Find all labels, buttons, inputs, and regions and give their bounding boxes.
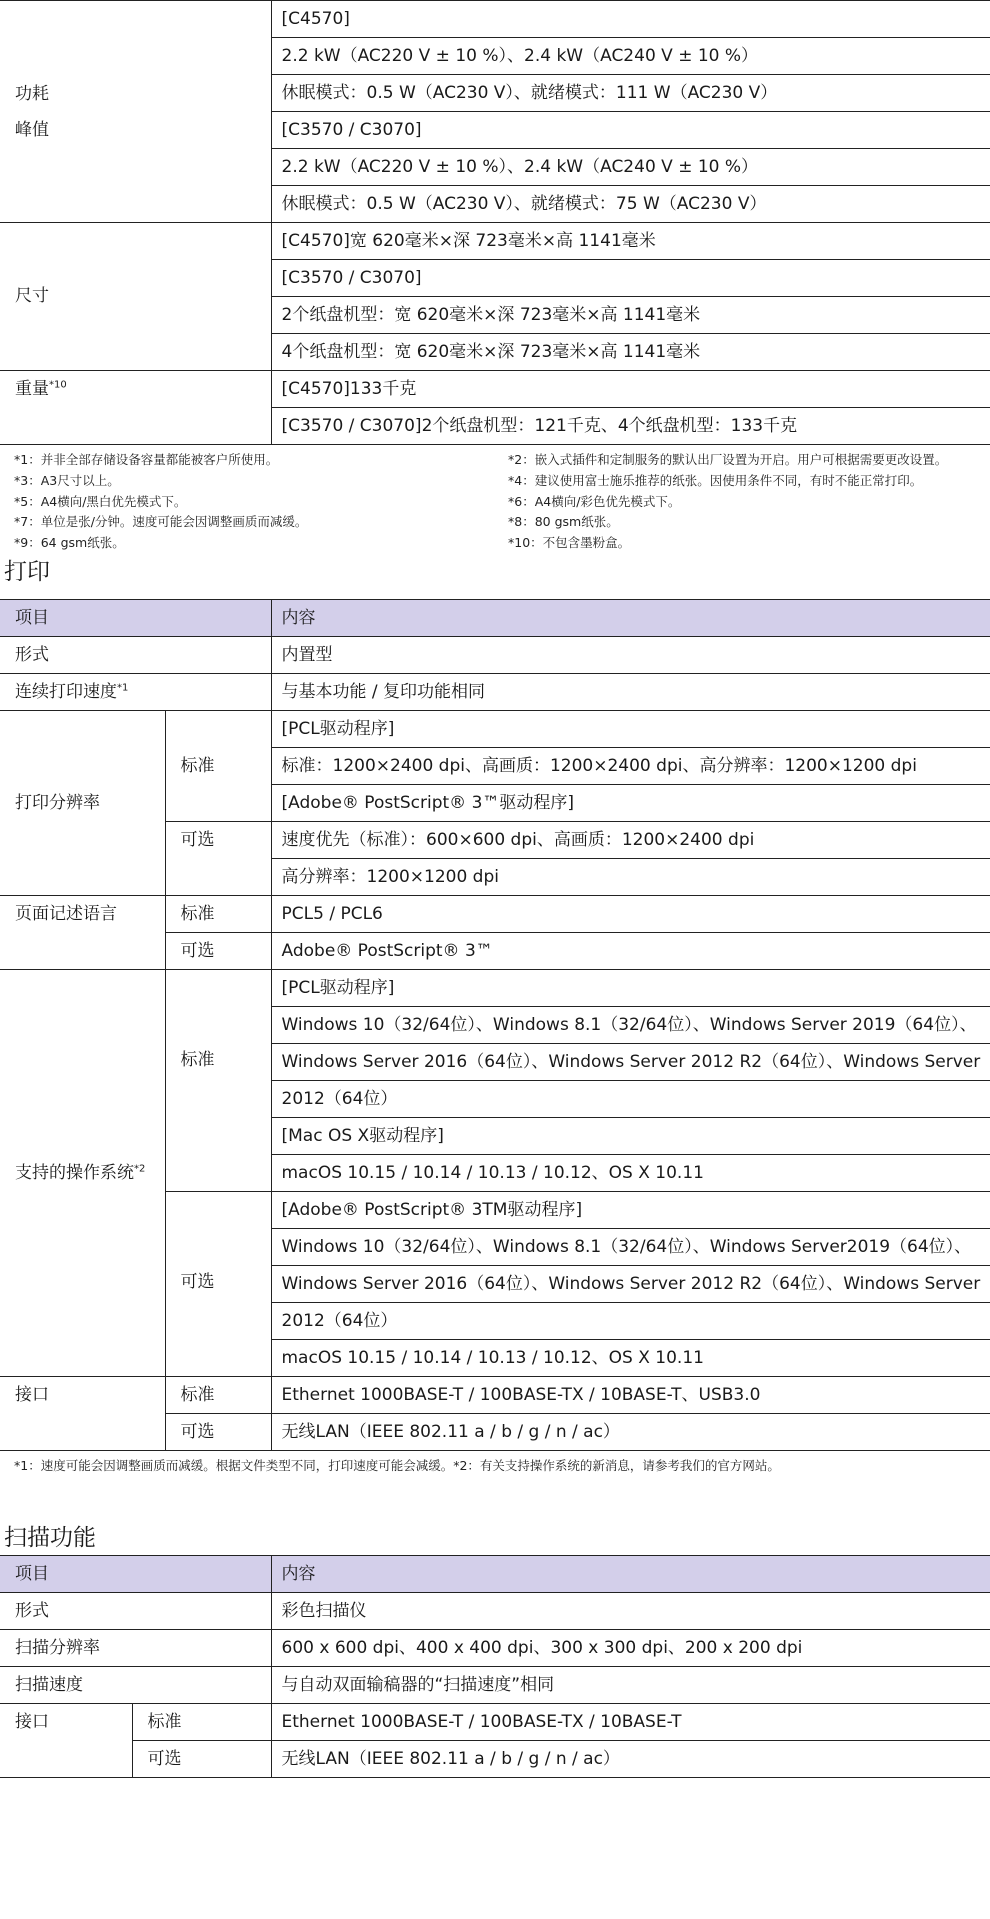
size-row: [C3570 / C3070] [271,260,990,297]
general-footnotes [0,445,990,555]
print-os-footnote-ref: *2 [134,1163,146,1175]
print-os-std-row: [Mac OS X驱动程序] [271,1118,990,1155]
print-pdl-opt: Adobe® PostScript® 3™ [271,933,990,970]
power-label [0,1,271,223]
print-os-label-text: 支持的操作系统 [15,1162,134,1183]
weight-row: [C4570]133千克 [271,371,990,408]
print-res-std-row: 标准：1200×2400 dpi、高画质：1200×2400 dpi、高分辨率：1200×1200 dpi [271,748,990,785]
print-section-title: 打印 [4,559,50,585]
scan-speed-label: 扫描速度 [0,1667,271,1704]
footnote: *5：A4横向/黑白优先模式下。 [14,493,187,509]
spec-table-print [0,599,990,1451]
print-res-opt-row: 高分辨率：1200×1200 dpi [271,859,990,896]
scan-res-value: 600 x 600 dpi、400 x 400 dpi、300 x 300 dpi、200 x 200 dpi [271,1630,990,1667]
print-form-value: 内置型 [271,637,990,674]
scan-res-label: 扫描分辨率 [0,1630,271,1667]
scan-form-label: 形式 [0,1593,271,1630]
print-os-label [0,970,165,1377]
scan-if-std: Ethernet 1000BASE-T / 100BASE-TX / 10BASE-T [271,1704,990,1741]
print-res-opt-row: 速度优先（标准）：600×600 dpi、高画质：1200×2400 dpi [271,822,990,859]
print-pdl-std: PCL5 / PCL6 [271,896,990,933]
power-row: 2.2 kW（AC220 V ± 10 %）、2.4 kW（AC240 V ± 10 %） [271,38,990,75]
power-row: [C4570] [271,1,990,38]
header-item: 项目 [0,600,271,637]
print-form-label: 形式 [0,637,271,674]
print-res-label: 打印分辨率 [0,711,165,896]
print-os-std-row: Windows 10（32/64位）、Windows 8.1（32/64位）、Windows Server 2019（64位）、 [271,1007,990,1044]
weight-label [0,371,271,445]
print-os-opt-label: 可选 [165,1192,271,1377]
scan-if-opt-label: 可选 [132,1741,271,1778]
print-os-opt-row: Windows 10（32/64位）、Windows 8.1（32/64位）、Windows Server2019（64位）、 [271,1229,990,1266]
power-row: 休眠模式：0.5 W（AC230 V）、就绪模式：111 W（AC230 V） [271,75,990,112]
print-os-std-row: [PCL驱动程序] [271,970,990,1007]
scan-section-title: 扫描功能 [4,1525,96,1551]
print-os-opt-row: Windows Server 2016（64位）、Windows Server 2012 R2（64位）、Windows Server [271,1266,990,1303]
header-item: 项目 [0,1556,271,1593]
print-os-opt-row: macOS 10.15 / 10.14 / 10.13 / 10.12、OS X 10.11 [271,1340,990,1377]
power-row: 休眠模式：0.5 W（AC230 V）、就绪模式：75 W（AC230 V） [271,186,990,223]
footnote: *9：64 gsm纸张。 [14,535,125,551]
scan-if-label: 接口 [0,1704,132,1778]
size-label: 尺寸 [0,223,271,371]
spec-table-general [0,0,990,445]
print-if-std-label: 标准 [165,1377,271,1414]
print-os-opt-row: [Adobe® PostScript® 3TM驱动程序] [271,1192,990,1229]
weight-footnote-ref: *10 [49,379,67,391]
print-speed-value: 与基本功能 / 复印功能相同 [271,674,990,711]
print-res-std-row: [Adobe® PostScript® 3™驱动程序] [271,785,990,822]
header-content: 内容 [271,600,990,637]
scan-form-value: 彩色扫描仪 [271,1593,990,1630]
print-speed-label-text: 连续打印速度 [15,681,117,702]
footnote: *8：80 gsm纸张。 [508,514,619,530]
print-res-std-label: 标准 [165,711,271,822]
scan-if-std-label: 标准 [132,1704,271,1741]
footnote: *2：嵌入式插件和定制服务的默认出厂设置为开启。用户可根据需要更改设置。 [508,452,948,467]
print-if-opt-label: 可选 [165,1414,271,1451]
weight-row: [C3570 / C3070]2个纸盘机型：121千克、4个纸盘机型：133千克 [271,408,990,445]
print-res-opt-label: 可选 [165,822,271,896]
footnote: *7：单位是张/分钟。速度可能会因调整画质而减缓。 [14,514,308,530]
scan-if-opt: 无线LAN（IEEE 802.11 a / b / g / n / ac） [271,1741,990,1778]
footnote: *10：不包含墨粉盒。 [508,535,631,551]
print-speed-label [0,674,271,711]
size-row: 2个纸盘机型：宽 620毫米×深 723毫米×高 1141毫米 [271,297,990,334]
scan-speed-value: 与自动双面输稿器的“扫描速度”相同 [271,1667,990,1704]
print-speed-footnote-ref: *1 [117,682,129,694]
print-os-std-row: macOS 10.15 / 10.14 / 10.13 / 10.12、OS X 10.11 [271,1155,990,1192]
size-row: 4个纸盘机型：宽 620毫米×深 723毫米×高 1141毫米 [271,334,990,371]
print-pdl-std-label: 标准 [165,896,271,933]
power-row: [C3570 / C3070] [271,112,990,149]
header-content: 内容 [271,1556,990,1593]
print-os-std-row: 2012（64位） [271,1081,990,1118]
footnote: *3：A3尺寸以上。 [14,472,120,488]
print-os-std-row: Windows Server 2016（64位）、Windows Server 2012 R2（64位）、Windows Server [271,1044,990,1081]
print-if-std: Ethernet 1000BASE-T / 100BASE-TX / 10BASE-T、USB3.0 [271,1377,990,1414]
power-row: 2.2 kW（AC220 V ± 10 %）、2.4 kW（AC240 V ± 10 %） [271,149,990,186]
print-res-std-row: [PCL驱动程序] [271,711,990,748]
footnote: *1：并非全部存储设备容量都能被客户所使用。 [14,452,279,467]
print-pdl-opt-label: 可选 [165,933,271,970]
weight-label-text: 重量 [15,379,49,399]
footnote: *4：建议使用富士施乐推荐的纸张。因使用条件不同，有时不能正常打印。 [508,472,923,488]
print-os-std-label: 标准 [165,970,271,1192]
size-row: [C4570]宽 620毫米×深 723毫米×高 1141毫米 [271,223,990,260]
print-os-opt-row: 2012（64位） [271,1303,990,1340]
footnote: *6：A4横向/彩色优先模式下。 [508,493,681,509]
print-pdl-label: 页面记述语言 [0,896,165,970]
spec-table-scan [0,1555,990,1778]
print-if-label: 接口 [0,1377,165,1451]
print-footnote: *1：速度可能会因调整画质而减缓。根据文件类型不同，打印速度可能会减缓。*2：有关支持操作系统的新消息，请参考我们的官方网站。 [14,1458,780,1473]
print-if-opt: 无线LAN（IEEE 802.11 a / b / g / n / ac） [271,1414,990,1451]
power-label-text: 功耗 峰值 [15,83,49,140]
